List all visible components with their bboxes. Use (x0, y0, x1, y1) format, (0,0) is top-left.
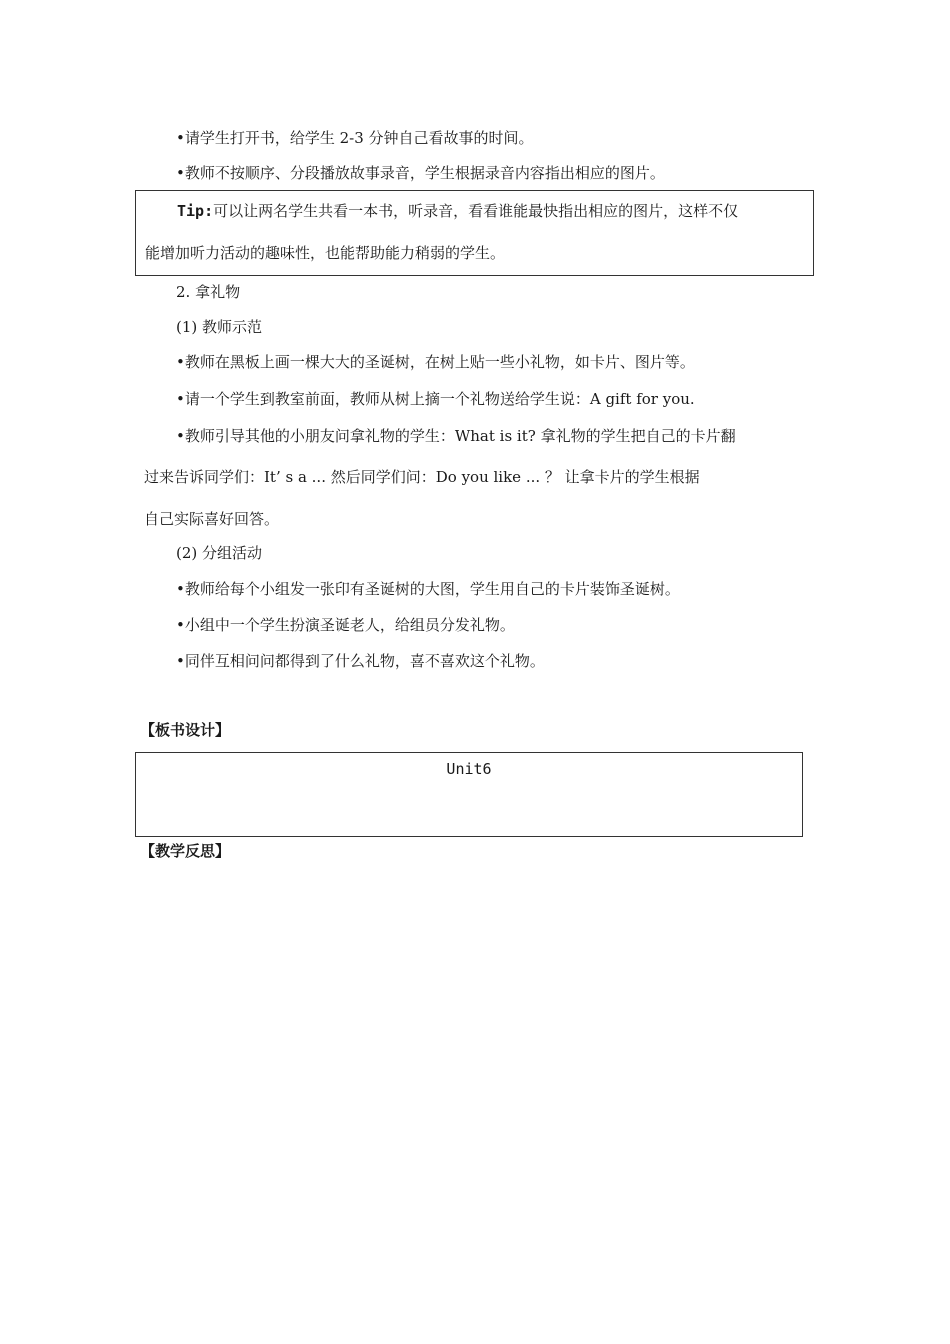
bullet-what-is-it: •教师引导其他的小朋友问拿礼物的学生：What is it? 拿礼物的学生把自己的卡片翻 (176, 427, 736, 445)
bullet-gift-for-you: •请一个学生到教室前面，教师从树上摘一个礼物送给学生说：A gift for you. (176, 390, 695, 408)
tip-line-2: 能增加听力活动的趣味性，也能帮助能力稍弱的学生。 (145, 244, 506, 262)
subsection-1-title: (1) 教师示范 (176, 318, 263, 336)
bullet-santa-role: •小组中一个学生扮演圣诞老人，给组员分发礼物。 (176, 616, 515, 634)
bullet-read-story: •请学生打开书，给学生 2-3 分钟自己看故事的时间。 (176, 129, 534, 147)
bullet-play-recording: •教师不按顺序、分段播放故事录音，学生根据录音内容指出相应的图片。 (176, 164, 665, 182)
tip-text-1: 可以让两名学生共看一本书，听录音，看看谁能最快指出相应的图片，这样不仅 (213, 202, 739, 220)
board-design-heading: 【板书设计】 (140, 721, 231, 739)
board-unit-title: Unit6 (446, 760, 492, 778)
bullet-what-is-it-cont-2: 自己实际喜好回答。 (144, 510, 280, 528)
board-design-box (135, 752, 803, 837)
tip-box (135, 190, 814, 276)
subsection-2-title: (2) 分组活动 (176, 544, 263, 562)
bullet-ask-peers: •同伴互相问问都得到了什么礼物，喜不喜欢这个礼物。 (176, 652, 545, 670)
bullet-what-is-it-cont-1: 过来告诉同学们：It’ s a ... 然后同学们问：Do you like ... ？ 让拿卡片的学生根据 (144, 468, 700, 486)
bullet-decorate-tree: •教师给每个小组发一张印有圣诞树的大图，学生用自己的卡片装饰圣诞树。 (176, 580, 680, 598)
tip-line-1 (177, 201, 738, 221)
tip-label: Tip: (177, 202, 214, 220)
bullet-draw-tree: •教师在黑板上画一棵大大的圣诞树，在树上贴一些小礼物，如卡片、图片等。 (176, 353, 695, 371)
section-2-title: 2. 拿礼物 (176, 283, 241, 301)
teaching-reflection-heading: 【教学反思】 (140, 842, 231, 860)
